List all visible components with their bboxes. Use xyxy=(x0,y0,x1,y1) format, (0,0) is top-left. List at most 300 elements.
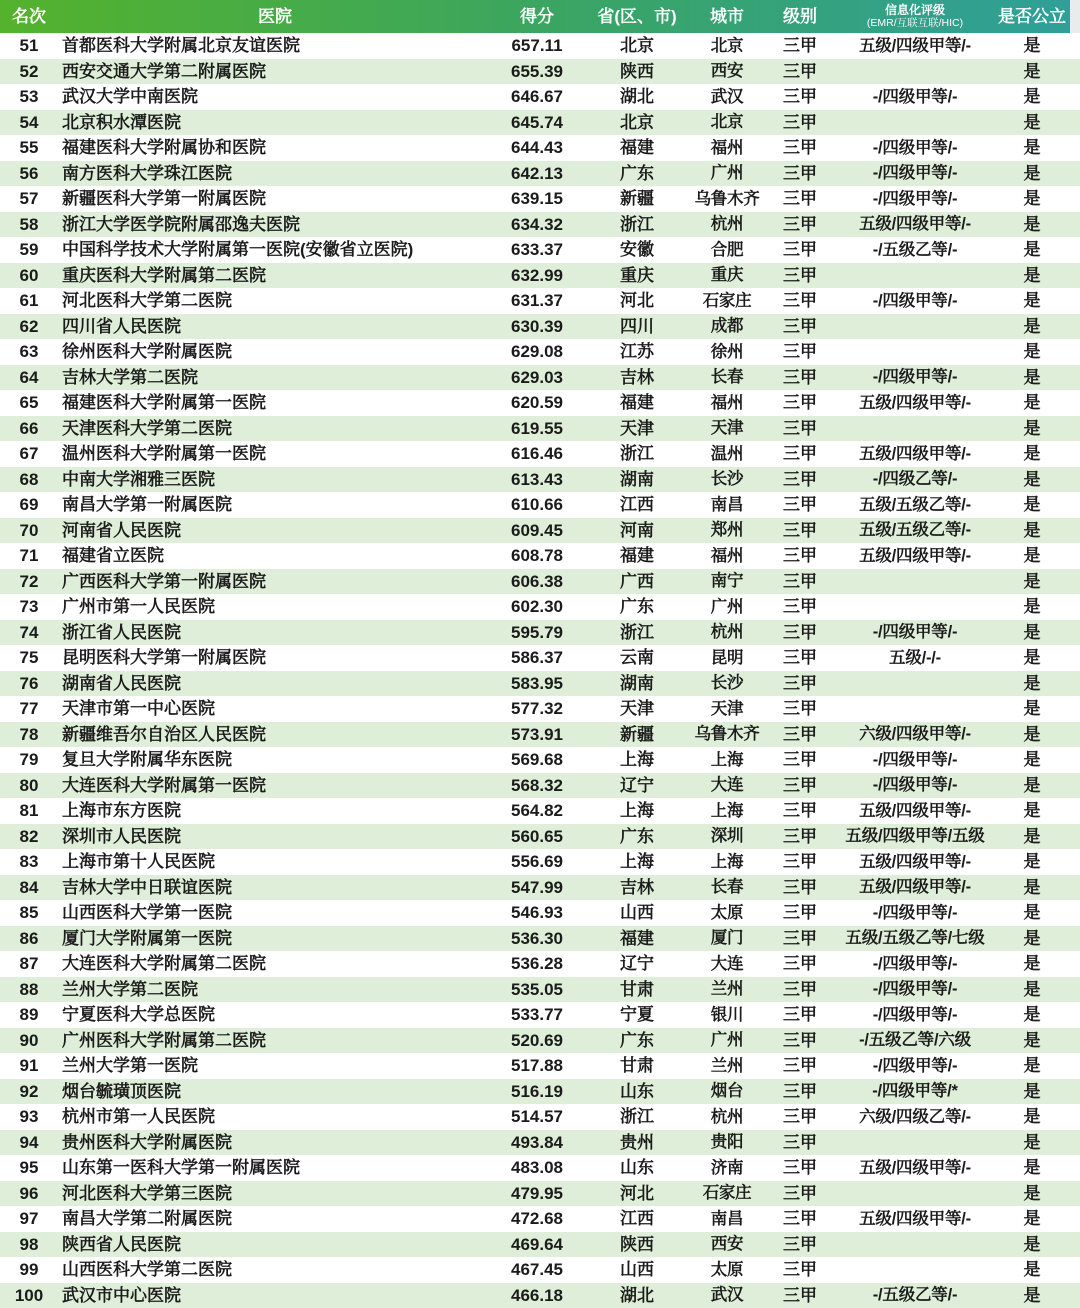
score-cell: 556.69 xyxy=(511,852,563,872)
table-row xyxy=(0,1283,1080,1308)
hospital-cell: 上海市第十人民医院 xyxy=(62,852,215,872)
score-cell: 619.55 xyxy=(511,418,563,438)
public-cell: 是 xyxy=(1023,495,1041,515)
city-cell: 长沙 xyxy=(710,470,744,488)
table-row xyxy=(0,390,1080,416)
score-cell: 583.95 xyxy=(511,673,563,693)
city-cell: 杭州 xyxy=(710,215,744,233)
score-cell: 536.30 xyxy=(511,928,563,948)
rank-cell: 65 xyxy=(19,393,39,413)
city-cell: 武汉 xyxy=(710,87,744,106)
hospital-cell: 中国科学技术大学附属第一医院(安徽省立医院) xyxy=(62,240,414,260)
score-cell: 633.37 xyxy=(511,240,563,260)
province-cell: 重庆 xyxy=(620,265,654,285)
informatization-rating-cell: 五级/四级甲等/- xyxy=(859,801,971,820)
city-cell: 上海 xyxy=(710,750,744,769)
informatization-rating-cell: -/四级甲等/- xyxy=(872,164,958,182)
informatization-rating-cell: 五级/四级甲等/- xyxy=(859,546,971,565)
rank-cell: 99 xyxy=(19,1260,39,1280)
city-cell: 银川 xyxy=(710,1005,744,1024)
informatization-rating-cell: 六级/四级甲等/- xyxy=(859,725,971,743)
level-cell: 三甲 xyxy=(783,1081,817,1101)
score-cell: 469.64 xyxy=(511,1234,563,1254)
table-row xyxy=(0,84,1080,110)
table-row xyxy=(0,467,1080,493)
city-cell: 上海 xyxy=(710,801,744,820)
city-cell: 石家庄 xyxy=(702,291,752,310)
level-cell: 三甲 xyxy=(783,1209,817,1229)
level-cell: 三甲 xyxy=(783,546,817,566)
hospital-cell: 复旦大学附属华东医院 xyxy=(62,750,232,770)
informatization-rating-cell: 五级/四级甲等/- xyxy=(859,852,971,871)
informatization-rating-cell: -/四级甲等/- xyxy=(872,1056,958,1075)
informatization-rating-cell: -/四级乙等/- xyxy=(872,470,958,488)
level-cell: 三甲 xyxy=(783,1260,817,1280)
level-cell: 三甲 xyxy=(783,342,817,362)
level-cell: 三甲 xyxy=(783,316,817,336)
informatization-rating-cell: 五级/四级甲等/- xyxy=(859,444,971,463)
public-cell: 是 xyxy=(1023,163,1041,183)
province-cell: 宁夏 xyxy=(620,1005,654,1025)
level-cell: 三甲 xyxy=(783,469,817,489)
public-cell: 是 xyxy=(1023,1260,1041,1280)
rank-cell: 74 xyxy=(19,622,39,642)
city-cell: 福州 xyxy=(710,393,744,412)
rank-cell: 96 xyxy=(19,1183,39,1203)
city-cell: 西安 xyxy=(710,62,744,80)
rank-cell: 68 xyxy=(19,469,39,489)
city-cell: 济南 xyxy=(710,1158,744,1177)
public-cell: 是 xyxy=(1023,1030,1041,1050)
rank-cell: 93 xyxy=(19,1107,39,1127)
province-cell: 福建 xyxy=(620,546,654,566)
public-cell: 是 xyxy=(1023,520,1041,540)
informatization-rating-cell: -/五级乙等/- xyxy=(872,240,958,259)
score-cell: 629.03 xyxy=(511,367,563,387)
rank-cell: 83 xyxy=(19,852,39,872)
table-row xyxy=(0,849,1080,875)
province-cell: 湖北 xyxy=(620,87,654,107)
score-cell: 493.84 xyxy=(511,1132,563,1152)
public-cell: 是 xyxy=(1023,852,1041,872)
level-cell: 三甲 xyxy=(783,36,817,56)
table-row xyxy=(0,161,1080,187)
level-cell: 三甲 xyxy=(783,163,817,183)
province-cell: 福建 xyxy=(620,928,654,948)
public-cell: 是 xyxy=(1023,240,1041,260)
hospital-cell: 河北医科大学第二医院 xyxy=(62,291,232,311)
hospital-cell: 杭州市第一人民医院 xyxy=(62,1107,215,1127)
score-cell: 620.59 xyxy=(511,393,563,413)
header-informatization-rating-subtitle: (EMR/互联互联/HIC) xyxy=(866,17,964,30)
province-cell: 浙江 xyxy=(620,622,654,642)
hospital-cell: 河北医科大学第三医院 xyxy=(62,1183,232,1203)
province-cell: 陕西 xyxy=(620,1234,654,1254)
score-cell: 630.39 xyxy=(511,316,563,336)
city-cell: 南昌 xyxy=(710,495,744,514)
table-row xyxy=(0,1232,1080,1258)
hospital-cell: 南昌大学第二附属医院 xyxy=(62,1209,232,1229)
score-cell: 629.08 xyxy=(511,342,563,362)
city-cell: 杭州 xyxy=(710,1107,744,1126)
table-row xyxy=(0,186,1080,212)
province-cell: 广西 xyxy=(620,571,654,591)
score-cell: 602.30 xyxy=(511,597,563,617)
informatization-rating-cell: -/四级甲等/- xyxy=(872,291,958,310)
score-cell: 577.32 xyxy=(511,699,563,719)
score-cell: 560.65 xyxy=(511,826,563,846)
hospital-cell: 贵州医科大学附属医院 xyxy=(62,1132,232,1152)
level-cell: 三甲 xyxy=(783,724,817,744)
public-cell: 是 xyxy=(1023,1285,1041,1305)
public-cell: 是 xyxy=(1023,1209,1041,1229)
province-cell: 福建 xyxy=(620,138,654,158)
table-body xyxy=(0,33,1080,1308)
hospital-cell: 西安交通大学第二附属医院 xyxy=(62,61,266,81)
score-cell: 644.43 xyxy=(511,138,563,158)
city-cell: 广州 xyxy=(710,1031,744,1049)
city-cell: 昆明 xyxy=(710,648,744,667)
hospital-cell: 广州市第一人民医院 xyxy=(62,597,215,617)
city-cell: 厦门 xyxy=(710,929,744,947)
public-cell: 是 xyxy=(1023,444,1041,464)
hospital-cell: 陕西省人民医院 xyxy=(62,1234,181,1254)
city-cell: 太原 xyxy=(710,1260,744,1279)
province-cell: 湖南 xyxy=(620,469,654,489)
table-row xyxy=(0,1104,1080,1130)
province-cell: 福建 xyxy=(620,393,654,413)
score-cell: 479.95 xyxy=(511,1183,563,1203)
level-cell: 三甲 xyxy=(783,877,817,897)
province-cell: 四川 xyxy=(620,316,654,336)
rank-cell: 69 xyxy=(19,495,39,515)
header-public: 是否公立 xyxy=(998,7,1066,26)
rank-cell: 55 xyxy=(19,138,39,158)
table-row xyxy=(0,1130,1080,1156)
score-cell: 520.69 xyxy=(511,1030,563,1050)
header-hospital: 医院 xyxy=(258,7,292,26)
rank-cell: 97 xyxy=(19,1209,39,1229)
province-cell: 广东 xyxy=(620,1030,654,1050)
header-province: 省(区、市) xyxy=(597,7,677,26)
table-row xyxy=(0,135,1080,161)
table-header xyxy=(0,0,1080,33)
province-cell: 贵州 xyxy=(620,1132,654,1152)
table-row xyxy=(0,1002,1080,1028)
informatization-rating-cell: -/四级甲等/- xyxy=(872,954,958,973)
score-cell: 568.32 xyxy=(511,775,563,795)
province-cell: 新疆 xyxy=(620,189,654,209)
level-cell: 三甲 xyxy=(783,597,817,617)
public-cell: 是 xyxy=(1023,393,1041,413)
province-cell: 北京 xyxy=(620,36,654,56)
table-row xyxy=(0,1053,1080,1079)
public-cell: 是 xyxy=(1023,954,1041,974)
table-row xyxy=(0,798,1080,824)
score-cell: 610.66 xyxy=(511,495,563,515)
informatization-rating-cell: -/四级甲等/- xyxy=(872,189,958,208)
level-cell: 三甲 xyxy=(783,214,817,234)
public-cell: 是 xyxy=(1023,342,1041,362)
header-informatization-rating xyxy=(838,4,992,30)
city-cell: 兰州 xyxy=(710,1056,744,1075)
rank-cell: 91 xyxy=(19,1056,39,1076)
score-cell: 657.11 xyxy=(511,36,563,56)
table-row xyxy=(0,696,1080,722)
rank-cell: 98 xyxy=(19,1234,39,1254)
informatization-rating-cell: 五级/五级乙等/七级 xyxy=(845,929,985,947)
rank-cell: 66 xyxy=(19,418,39,438)
public-cell: 是 xyxy=(1023,928,1041,948)
score-cell: 516.19 xyxy=(511,1081,563,1101)
score-cell: 616.46 xyxy=(511,444,563,464)
hospital-cell: 河南省人民医院 xyxy=(62,520,181,540)
score-cell: 564.82 xyxy=(511,801,563,821)
informatization-rating-cell: 五级/-/- xyxy=(889,648,941,667)
score-cell: 547.99 xyxy=(511,877,563,897)
level-cell: 三甲 xyxy=(783,903,817,923)
score-cell: 606.38 xyxy=(511,571,563,591)
informatization-rating-cell: -/五级乙等/- xyxy=(872,1286,958,1304)
level-cell: 三甲 xyxy=(783,112,817,132)
level-cell: 三甲 xyxy=(783,1183,817,1203)
informatization-rating-cell: -/四级甲等/- xyxy=(872,750,958,769)
hospital-cell: 新疆维吾尔自治区人民医院 xyxy=(62,724,266,744)
province-cell: 河北 xyxy=(620,1183,654,1203)
hospital-cell: 兰州大学第一医院 xyxy=(62,1056,198,1076)
level-cell: 三甲 xyxy=(783,1234,817,1254)
city-cell: 郑州 xyxy=(710,521,744,539)
province-cell: 辽宁 xyxy=(620,775,654,795)
table-row xyxy=(0,263,1080,289)
city-cell: 杭州 xyxy=(710,623,744,641)
score-cell: 546.93 xyxy=(511,903,563,923)
informatization-rating-cell: 五级/四级甲等/- xyxy=(859,36,971,55)
rank-cell: 58 xyxy=(19,214,39,234)
rank-cell: 88 xyxy=(19,979,39,999)
table-row xyxy=(0,1155,1080,1181)
hospital-cell: 福建省立医院 xyxy=(62,546,164,566)
province-cell: 新疆 xyxy=(620,724,654,744)
score-cell: 467.45 xyxy=(511,1260,563,1280)
rank-cell: 64 xyxy=(19,367,39,387)
table-row xyxy=(0,33,1080,59)
hospital-cell: 山西医科大学第一医院 xyxy=(62,903,232,923)
province-cell: 天津 xyxy=(620,418,654,438)
table-row xyxy=(0,594,1080,620)
rank-cell: 63 xyxy=(19,342,39,362)
hospital-cell: 温州医科大学附属第一医院 xyxy=(62,444,266,464)
score-cell: 631.37 xyxy=(511,291,563,311)
city-cell: 西安 xyxy=(710,1235,744,1253)
score-cell: 642.13 xyxy=(511,163,563,183)
rank-cell: 75 xyxy=(19,648,39,668)
table-row xyxy=(0,1028,1080,1054)
city-cell: 北京 xyxy=(710,36,744,55)
header-rank: 名次 xyxy=(12,7,46,26)
public-cell: 是 xyxy=(1023,1234,1041,1254)
public-cell: 是 xyxy=(1023,469,1041,489)
hospital-cell: 首都医科大学附属北京友谊医院 xyxy=(62,36,300,56)
table-row xyxy=(0,365,1080,391)
rank-cell: 85 xyxy=(19,903,39,923)
level-cell: 三甲 xyxy=(783,240,817,260)
city-cell: 天津 xyxy=(710,419,744,437)
hospital-cell: 福建医科大学附属协和医院 xyxy=(62,138,266,158)
level-cell: 三甲 xyxy=(783,1158,817,1178)
table-row xyxy=(0,722,1080,748)
score-cell: 472.68 xyxy=(511,1209,563,1229)
public-cell: 是 xyxy=(1023,622,1041,642)
rank-cell: 52 xyxy=(19,61,39,81)
city-cell: 大连 xyxy=(710,954,744,973)
hospital-cell: 浙江大学医学院附属邵逸夫医院 xyxy=(62,214,300,234)
province-cell: 上海 xyxy=(620,852,654,872)
level-cell: 三甲 xyxy=(783,954,817,974)
header-corner-strip xyxy=(1070,0,1080,33)
province-cell: 山东 xyxy=(620,1081,654,1101)
level-cell: 三甲 xyxy=(783,495,817,515)
hospital-cell: 昆明医科大学第一附属医院 xyxy=(62,648,266,668)
table-row xyxy=(0,441,1080,467)
level-cell: 三甲 xyxy=(783,622,817,642)
hospital-cell: 南方医科大学珠江医院 xyxy=(62,163,232,183)
city-cell: 太原 xyxy=(710,903,744,922)
public-cell: 是 xyxy=(1023,1005,1041,1025)
city-cell: 天津 xyxy=(710,699,744,718)
table-row xyxy=(0,212,1080,238)
informatization-rating-cell: -/四级甲等/- xyxy=(872,138,958,157)
table-row xyxy=(0,543,1080,569)
city-cell: 大连 xyxy=(710,776,744,794)
public-cell: 是 xyxy=(1023,265,1041,285)
score-cell: 536.28 xyxy=(511,954,563,974)
informatization-rating-cell: 五级/四级甲等/- xyxy=(859,1158,971,1177)
table-row xyxy=(0,824,1080,850)
hospital-cell: 吉林大学中日联谊医院 xyxy=(62,877,232,897)
hospital-cell: 大连医科大学附属第一医院 xyxy=(62,775,266,795)
rank-cell: 82 xyxy=(19,826,39,846)
hospital-cell: 大连医科大学附属第二医院 xyxy=(62,954,266,974)
rank-cell: 62 xyxy=(19,316,39,336)
table-row xyxy=(0,951,1080,977)
level-cell: 三甲 xyxy=(783,138,817,158)
informatization-rating-cell: 五级/五级乙等/- xyxy=(859,495,971,514)
hospital-cell: 宁夏医科大学总医院 xyxy=(62,1005,215,1025)
table-row xyxy=(0,747,1080,773)
informatization-rating-cell: 六级/四级乙等/- xyxy=(859,1107,971,1126)
province-cell: 吉林 xyxy=(620,877,654,897)
informatization-rating-cell: 五级/四级甲等/- xyxy=(859,878,971,896)
level-cell: 三甲 xyxy=(783,1132,817,1152)
table-row xyxy=(0,620,1080,646)
table-row xyxy=(0,492,1080,518)
city-cell: 南昌 xyxy=(710,1209,744,1228)
informatization-rating-cell: 五级/五级乙等/- xyxy=(859,521,971,539)
score-cell: 569.68 xyxy=(511,750,563,770)
table-row xyxy=(0,671,1080,697)
public-cell: 是 xyxy=(1023,979,1041,999)
public-cell: 是 xyxy=(1023,214,1041,234)
informatization-rating-cell: -/四级甲等/- xyxy=(872,368,958,386)
province-cell: 江苏 xyxy=(620,342,654,362)
rank-cell: 73 xyxy=(19,597,39,617)
score-cell: 535.05 xyxy=(511,979,563,999)
public-cell: 是 xyxy=(1023,750,1041,770)
level-cell: 三甲 xyxy=(783,87,817,107)
level-cell: 三甲 xyxy=(783,852,817,872)
rank-cell: 72 xyxy=(19,571,39,591)
province-cell: 甘肃 xyxy=(620,979,654,999)
score-cell: 533.77 xyxy=(511,1005,563,1025)
province-cell: 广东 xyxy=(620,597,654,617)
public-cell: 是 xyxy=(1023,1158,1041,1178)
public-cell: 是 xyxy=(1023,571,1041,591)
informatization-rating-cell: -/四级甲等/- xyxy=(872,776,958,794)
rank-cell: 95 xyxy=(19,1158,39,1178)
city-cell: 长春 xyxy=(710,878,744,896)
score-cell: 514.57 xyxy=(511,1107,563,1127)
hospital-cell: 武汉市中心医院 xyxy=(62,1285,181,1305)
rank-cell: 94 xyxy=(19,1132,39,1152)
table-row xyxy=(0,926,1080,952)
public-cell: 是 xyxy=(1023,138,1041,158)
table-row xyxy=(0,416,1080,442)
level-cell: 三甲 xyxy=(783,1056,817,1076)
rank-cell: 78 xyxy=(19,724,39,744)
province-cell: 山东 xyxy=(620,1158,654,1178)
rank-cell: 53 xyxy=(19,87,39,107)
public-cell: 是 xyxy=(1023,1056,1041,1076)
public-cell: 是 xyxy=(1023,877,1041,897)
province-cell: 上海 xyxy=(620,801,654,821)
province-cell: 安徽 xyxy=(620,240,654,260)
rank-cell: 89 xyxy=(19,1005,39,1025)
rank-cell: 61 xyxy=(19,291,39,311)
province-cell: 浙江 xyxy=(620,214,654,234)
rank-cell: 79 xyxy=(19,750,39,770)
public-cell: 是 xyxy=(1023,367,1041,387)
city-cell: 福州 xyxy=(710,546,744,565)
city-cell: 深圳 xyxy=(710,827,744,845)
city-cell: 温州 xyxy=(710,444,744,463)
public-cell: 是 xyxy=(1023,36,1041,56)
table-row xyxy=(0,1206,1080,1232)
city-cell: 重庆 xyxy=(710,266,744,284)
hospital-cell: 广州医科大学附属第二医院 xyxy=(62,1030,266,1050)
public-cell: 是 xyxy=(1023,724,1041,744)
city-cell: 广州 xyxy=(710,597,744,616)
public-cell: 是 xyxy=(1023,1183,1041,1203)
city-cell: 兰州 xyxy=(710,980,744,998)
province-cell: 江西 xyxy=(620,1209,654,1229)
city-cell: 长沙 xyxy=(710,674,744,692)
level-cell: 三甲 xyxy=(783,393,817,413)
hospital-cell: 吉林大学第二医院 xyxy=(62,367,198,387)
header-level: 级别 xyxy=(783,7,817,26)
province-cell: 云南 xyxy=(620,648,654,668)
informatization-rating-cell: 五级/四级甲等/- xyxy=(859,1209,971,1228)
table-row xyxy=(0,1181,1080,1207)
city-cell: 广州 xyxy=(710,164,744,182)
public-cell: 是 xyxy=(1023,61,1041,81)
level-cell: 三甲 xyxy=(783,444,817,464)
level-cell: 三甲 xyxy=(783,1107,817,1127)
city-cell: 长春 xyxy=(710,368,744,386)
hospital-cell: 兰州大学第二医院 xyxy=(62,979,198,999)
informatization-rating-cell: -/四级甲等/- xyxy=(872,1005,958,1024)
level-cell: 三甲 xyxy=(783,1285,817,1305)
